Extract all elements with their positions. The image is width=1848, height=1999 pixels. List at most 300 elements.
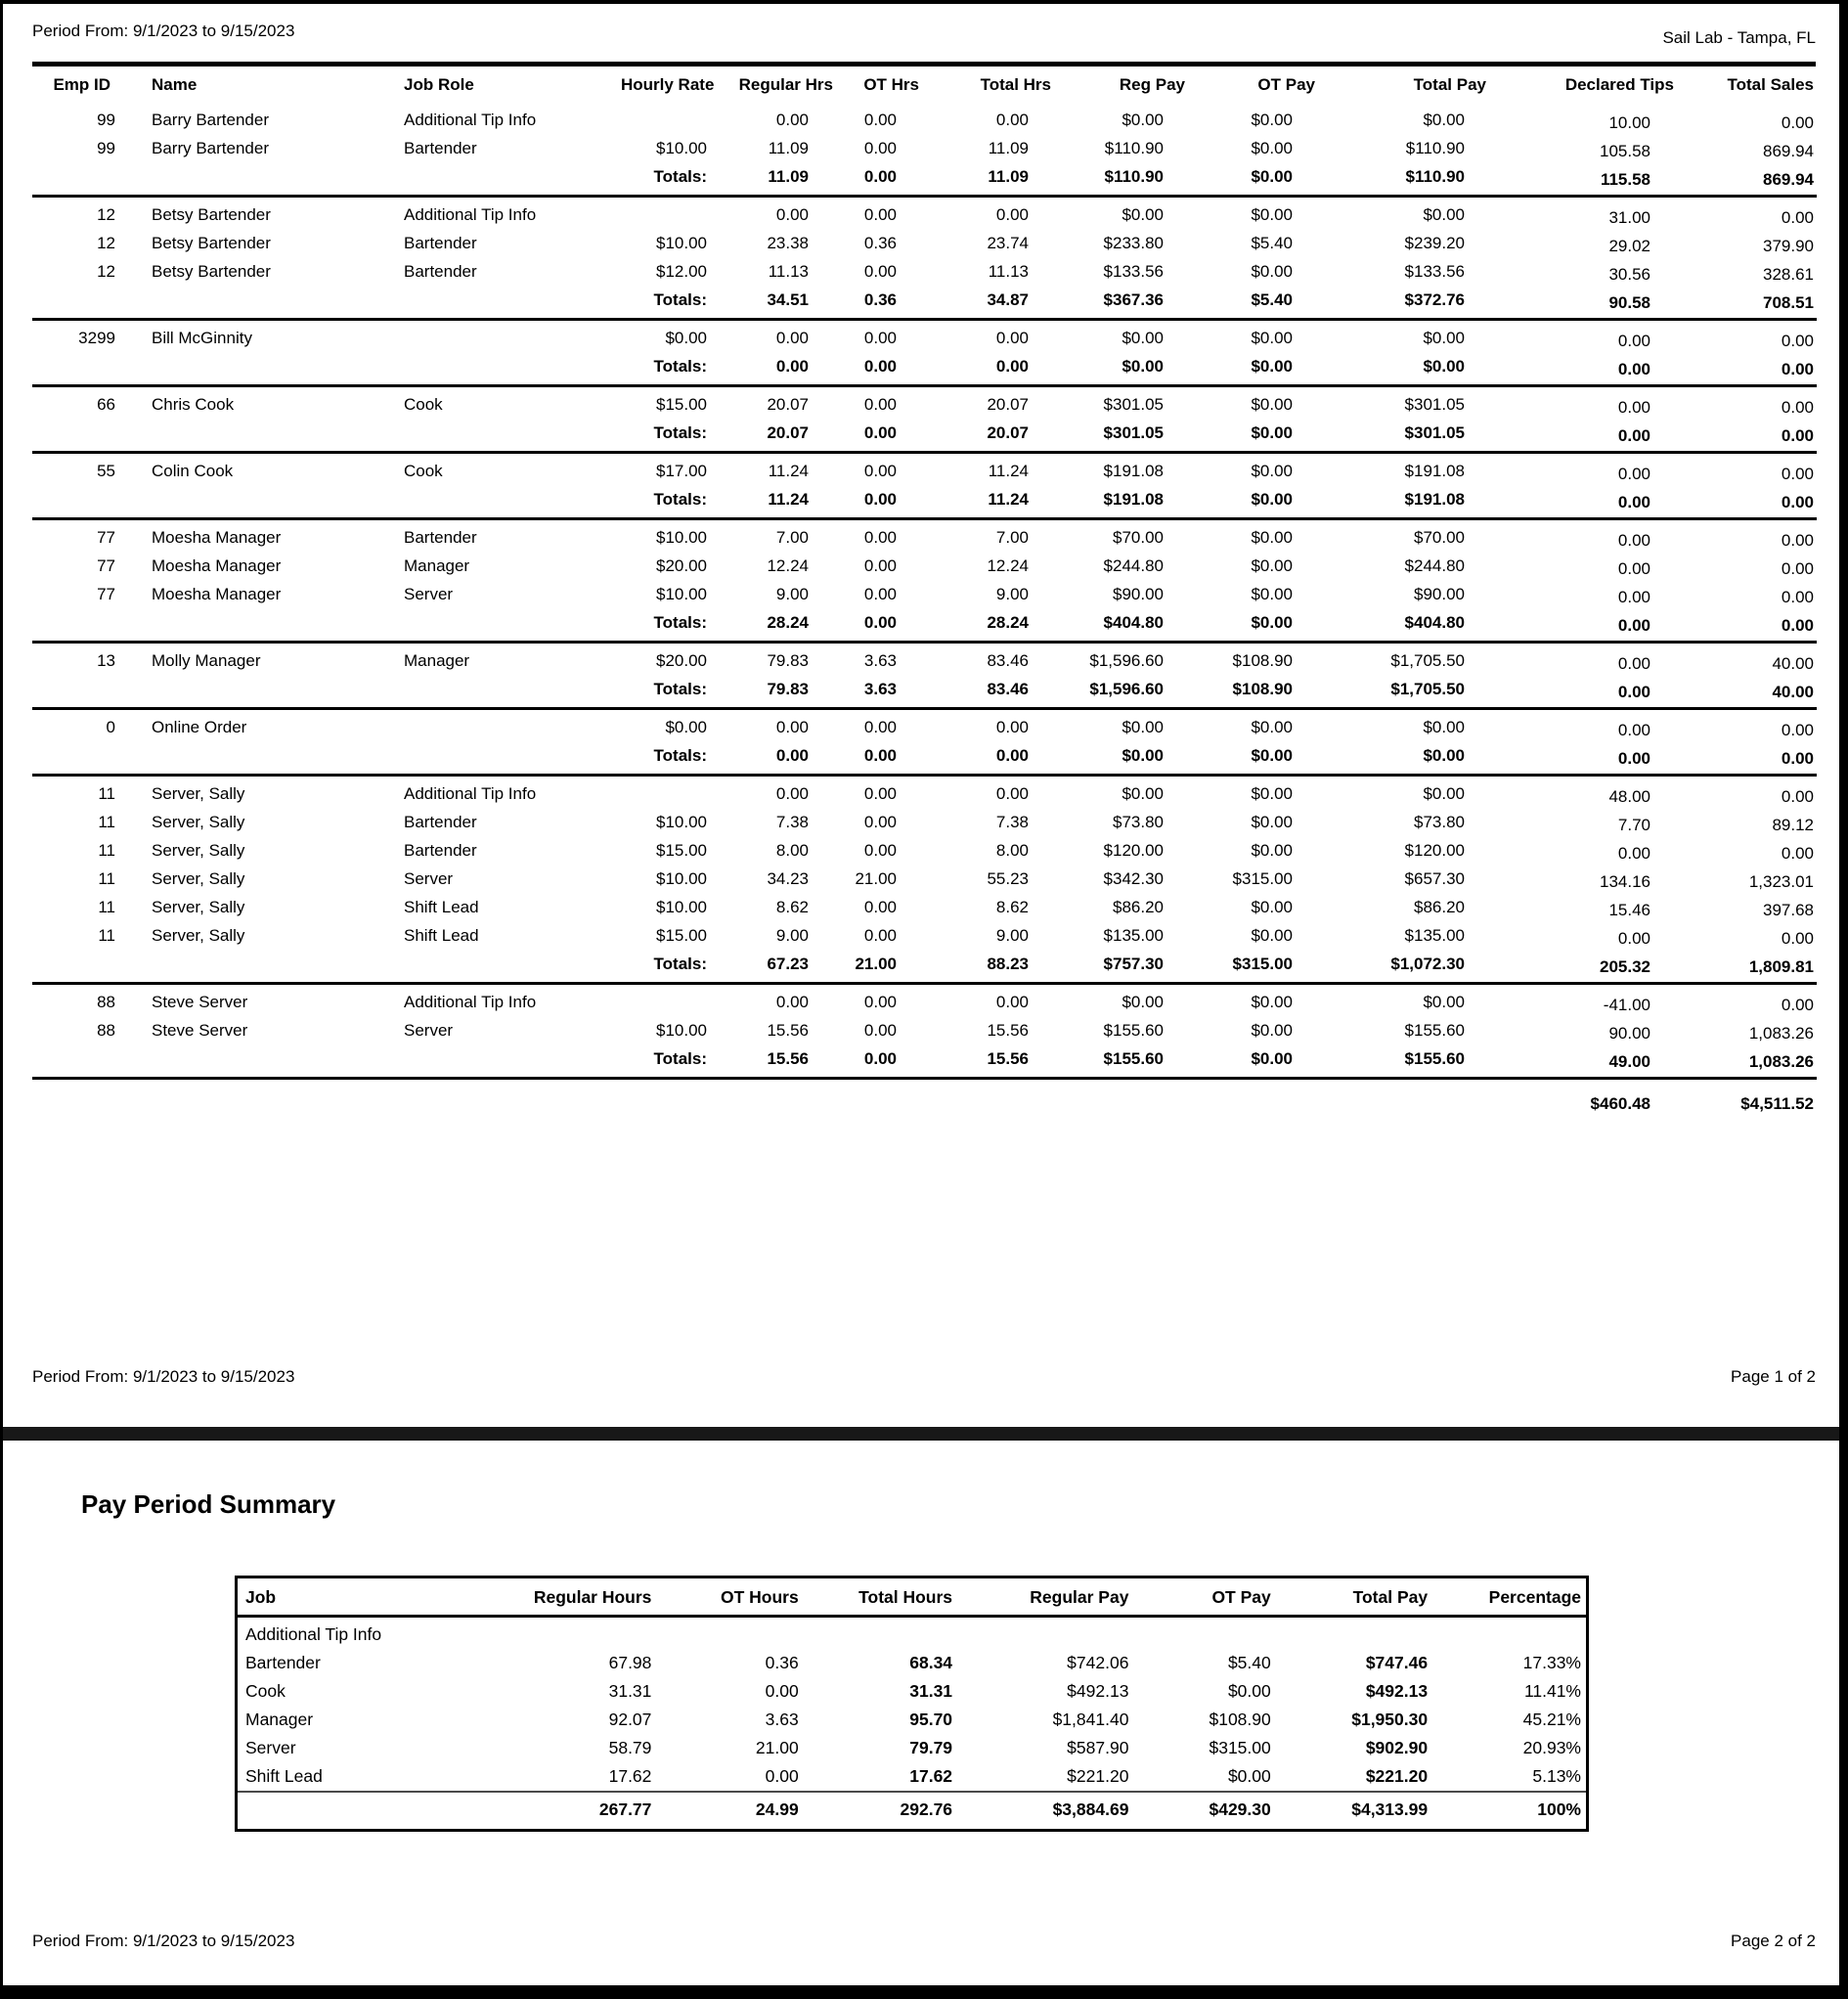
cell-dtips: 29.02: [1608, 237, 1650, 255]
cell-name: Moesha Manager: [152, 528, 282, 547]
group-totals-row: [32, 675, 1817, 709]
cell-empid: [32, 1079, 130, 1116]
cell-empid: 77: [97, 528, 115, 547]
col-header-rate: Hourly Rate: [621, 75, 715, 94]
cell-totpay: $372.76: [1404, 290, 1465, 309]
summary-cell-job: Bartender: [245, 1653, 321, 1672]
cell-name: Colin Cook: [152, 462, 234, 480]
cell-dtips: 0.00: [1617, 360, 1650, 378]
cell-role: Bartender: [404, 528, 477, 547]
cell-role: [386, 950, 621, 984]
cell-tsales: 708.51: [1763, 293, 1814, 312]
cell-empid: 11: [98, 869, 115, 888]
cell-regpay: $191.08: [1103, 490, 1164, 509]
summary-cell-total-hours: 17.62: [909, 1766, 953, 1786]
summary-cell-total-hours: 292.76: [803, 1792, 956, 1831]
cell-tothrs: 11.09: [988, 139, 1029, 157]
cell-reghrs: 0.00: [775, 746, 809, 765]
cell-role: Server: [404, 869, 454, 888]
cell-dtips: 30.56: [1608, 265, 1650, 284]
cell-tsales: $4,511.52: [1740, 1094, 1814, 1113]
cell-totpay: $133.56: [1404, 262, 1465, 281]
employee-group: [32, 197, 1817, 320]
cell-tsales: 0.00: [1781, 113, 1814, 132]
cell-empid: 99: [97, 111, 115, 129]
summary-cell-total-pay: $902.90: [1365, 1738, 1429, 1757]
cell-rate: $15.00: [656, 395, 707, 414]
cell-tothrs: 20.07: [987, 395, 1029, 414]
summary-col-header-job: Job: [237, 1577, 490, 1617]
cell-reghrs: 15.56: [767, 1049, 809, 1068]
detail-row: [32, 453, 1817, 486]
cell-dtips: 0.00: [1617, 332, 1650, 350]
cell-role: [386, 709, 621, 742]
summary-cell-regular-hours: 17.62: [608, 1766, 652, 1786]
cell-dtips: 48.00: [1608, 787, 1650, 806]
cell-otpay: $0.00: [1251, 613, 1293, 632]
cell-othrs: 0.00: [863, 111, 897, 129]
cell-tothrs: 11.24: [988, 490, 1029, 509]
cell-role: Server: [404, 1021, 454, 1040]
cell-empid: [32, 675, 130, 709]
cell-name: [130, 162, 386, 197]
cell-reghrs: 0.00: [775, 205, 809, 224]
cell-empid: [32, 950, 130, 984]
cell-empid: 11: [98, 841, 115, 860]
cell-othrs: 0.00: [863, 926, 897, 945]
cell-tothrs: 15.56: [987, 1021, 1029, 1040]
cell-othrs: 0.00: [863, 613, 897, 632]
cell-tothrs: 11.24: [988, 462, 1029, 480]
summary-row: [237, 1649, 1588, 1677]
summary-cell-total-pay: $1,950.30: [1351, 1710, 1429, 1729]
summary-cell-ot-hours: 24.99: [655, 1792, 802, 1831]
cell-name: Server, Sally: [152, 869, 245, 888]
cell-tothrs: 7.00: [995, 528, 1029, 547]
cell-tothrs: 28.24: [987, 613, 1029, 632]
summary-cell-regular-pay: $742.06: [1067, 1653, 1129, 1672]
cell-regpay: $0.00: [1122, 784, 1164, 803]
cell-tothrs: 83.46: [987, 651, 1029, 670]
summary-table-body: [237, 1617, 1588, 1831]
summary-cell-ot-pay: $5.40: [1227, 1653, 1271, 1672]
detail-row: [32, 197, 1817, 230]
summary-col-header-percentage: Percentage: [1431, 1577, 1587, 1617]
cell-empid: 11: [98, 926, 115, 945]
cell-othrs: 0.00: [863, 423, 897, 442]
cell-reghrs: 20.07: [767, 423, 809, 442]
cell-rate: $15.00: [656, 841, 707, 860]
detail-row: [32, 134, 1817, 162]
cell-tsales: 40.00: [1772, 654, 1814, 673]
cell-othrs: 3.63: [863, 680, 897, 698]
cell-totpay: $301.05: [1404, 423, 1465, 442]
grand-totals-row: [32, 1079, 1817, 1116]
footer-period-label: Period From: 9/1/2023 to 9/15/2023: [32, 1367, 295, 1386]
cell-reghrs: 7.00: [775, 528, 809, 547]
summary-cell-job: Server: [245, 1738, 296, 1757]
cell-role: Bartender: [404, 234, 477, 252]
cell-empid: 12: [97, 262, 115, 281]
footer-period-label: Period From: 9/1/2023 to 9/15/2023: [32, 1932, 295, 1950]
summary-row: [237, 1734, 1588, 1762]
cell-regpay: $70.00: [1113, 528, 1164, 547]
cell-otpay: $0.00: [1251, 490, 1293, 509]
detail-row: [32, 893, 1817, 921]
cell-rate: $10.00: [656, 585, 707, 603]
cell-otpay: $0.00: [1251, 746, 1293, 765]
cell-rate: [621, 776, 711, 809]
cell-rate: $10.00: [656, 813, 707, 831]
cell-role: Bartender: [404, 841, 477, 860]
cell-dtips: 0.00: [1617, 465, 1650, 483]
summary-cell-total-hours: 31.31: [909, 1681, 953, 1701]
group-totals-row: [32, 608, 1817, 643]
cell-othrs: 0.00: [863, 528, 897, 547]
cell-regpay: $155.60: [1103, 1049, 1164, 1068]
cell-name: Moesha Manager: [152, 556, 282, 575]
cell-reghrs: 0.00: [775, 111, 809, 129]
summary-cell-percentage: 11.41%: [1523, 1681, 1581, 1701]
cell-tsales: 1,809.81: [1748, 957, 1814, 976]
cell-othrs: 0.00: [863, 1021, 897, 1040]
period-label: Period From: 9/1/2023 to 9/15/2023: [32, 22, 295, 40]
cell-empid: [32, 1044, 130, 1079]
cell-name: Molly Manager: [152, 651, 261, 670]
summary-cell-ot-hours: 0.00: [765, 1681, 799, 1701]
cell-reghrs: 0.00: [775, 329, 809, 347]
page-2: [3, 1441, 1839, 1985]
cell-name: Server, Sally: [152, 841, 245, 860]
col-header-dtips: Declared Tips: [1564, 75, 1674, 94]
detail-row: [32, 320, 1817, 353]
cell-rate: $10.00: [656, 898, 707, 916]
col-header-role: Job Role: [404, 75, 474, 94]
cell-dtips: $460.48: [1590, 1094, 1650, 1113]
cell-role: Cook: [404, 462, 443, 480]
cell-dtips: 0.00: [1617, 531, 1650, 550]
cell-name: [130, 286, 386, 320]
summary-cell-regular-hours: 67.98: [608, 1653, 652, 1672]
detail-row: [32, 580, 1817, 608]
cell-regpay: $404.80: [1103, 613, 1164, 632]
cell-rate: $10.00: [656, 869, 707, 888]
cell-reghrs: 34.23: [767, 869, 809, 888]
page1-header: [3, 4, 1839, 48]
summary-col-header-ot-pay: OT Pay: [1132, 1577, 1274, 1617]
cell-regpay: $0.00: [1122, 993, 1164, 1011]
cell-totpay: $0.00: [1423, 746, 1465, 765]
cell-role: Bartender: [404, 262, 477, 281]
cell-tothrs: 0.00: [995, 993, 1029, 1011]
cell-role: Additional Tip Info: [404, 784, 537, 803]
cell-reghrs: 23.38: [767, 234, 809, 252]
cell-role: [386, 352, 621, 386]
cell-reghrs: 79.83: [767, 651, 809, 670]
cell-dtips: 90.58: [1608, 293, 1650, 312]
cell-role: Bartender: [404, 139, 477, 157]
cell-dtips: 0.00: [1617, 493, 1650, 511]
col-header-reghrs: Regular Hrs: [738, 75, 833, 94]
summary-cell-regular-hours: 58.79: [608, 1738, 652, 1757]
summary-cell-job: Cook: [245, 1681, 286, 1701]
cell-otpay: $5.40: [1251, 290, 1293, 309]
cell-tothrs: 55.23: [987, 869, 1029, 888]
cell-tsales: 0.00: [1781, 588, 1814, 606]
cell-name: Server, Sally: [152, 926, 245, 945]
cell-tothrs: 0.00: [995, 718, 1029, 736]
cell-tsales: 0.00: [1781, 398, 1814, 417]
summary-cell-ot-hours: [655, 1617, 802, 1650]
cell-tsales: 0.00: [1781, 208, 1814, 227]
cell-tothrs: 0.00: [995, 205, 1029, 224]
cell-name: Barry Bartender: [152, 139, 269, 157]
col-header-otpay: OT Pay: [1257, 75, 1315, 94]
cell-role: [386, 320, 621, 353]
col-header-regpay: Reg Pay: [1119, 75, 1185, 94]
cell-empid: 55: [97, 462, 115, 480]
summary-cell-regular-hours: [489, 1617, 655, 1650]
cell-tsales: 0.00: [1781, 844, 1814, 863]
cell-totpay: $0.00: [1423, 111, 1465, 129]
cell-rate: [621, 984, 711, 1017]
cell-name: [130, 950, 386, 984]
cell-role: Shift Lead: [404, 898, 479, 916]
cell-regpay: $244.80: [1103, 556, 1164, 575]
cell-name: Chris Cook: [152, 395, 235, 414]
cell-name: Server, Sally: [152, 784, 245, 803]
detail-row: [32, 921, 1817, 950]
summary-cell-total-hours: [803, 1617, 956, 1650]
totals-label: Totals:: [653, 955, 707, 973]
summary-cell-regular-hours: 92.07: [608, 1710, 652, 1729]
cell-tsales: 0.00: [1781, 749, 1814, 768]
cell-dtips: 0.00: [1617, 616, 1650, 635]
cell-reghrs: 20.07: [767, 395, 809, 414]
cell-totpay: $657.30: [1404, 869, 1465, 888]
cell-tsales: 0.00: [1781, 559, 1814, 578]
cell-otpay: $0.00: [1251, 111, 1293, 129]
cell-tsales: 1,083.26: [1748, 1024, 1814, 1043]
cell-role: [386, 485, 621, 519]
cell-empid: [32, 485, 130, 519]
cell-regpay: $301.05: [1103, 423, 1164, 442]
cell-totpay: $0.00: [1423, 784, 1465, 803]
cell-regpay: $0.00: [1122, 205, 1164, 224]
cell-otpay: $0.00: [1251, 926, 1293, 945]
employee-group: [32, 776, 1817, 984]
cell-name: [130, 1079, 386, 1116]
cell-othrs: 0.00: [863, 718, 897, 736]
cell-otpay: $0.00: [1251, 167, 1293, 186]
cell-tsales: 0.00: [1781, 929, 1814, 948]
cell-name: Betsy Bartender: [152, 205, 271, 224]
cell-name: [130, 741, 386, 776]
cell-tsales: 869.94: [1763, 142, 1814, 160]
detail-row: [32, 776, 1817, 809]
cell-otpay: $0.00: [1251, 262, 1293, 281]
cell-tsales: 40.00: [1772, 683, 1814, 701]
cell-dtips: 0.00: [1617, 749, 1650, 768]
cell-othrs: 0.00: [863, 329, 897, 347]
totals-label: Totals:: [653, 613, 707, 632]
cell-tothrs: 0.00: [995, 329, 1029, 347]
cell-otpay: $108.90: [1232, 680, 1293, 698]
cell-dtips: 90.00: [1608, 1024, 1650, 1043]
cell-role: [386, 286, 621, 320]
grand-totals: [32, 1079, 1817, 1116]
employee-group: [32, 519, 1817, 643]
cell-reghrs: 11.24: [768, 462, 809, 480]
cell-dtips: 31.00: [1608, 208, 1650, 227]
cell-othrs: 0.00: [863, 993, 897, 1011]
cell-dtips: 115.58: [1600, 170, 1650, 189]
cell-tsales: 397.68: [1763, 901, 1814, 919]
page2-footer: [32, 1932, 1816, 1951]
cell-empid: 77: [97, 585, 115, 603]
cell-regpay: $0.00: [1122, 357, 1164, 376]
cell-otpay: $0.00: [1251, 462, 1293, 480]
cell-dtips: 0.00: [1617, 654, 1650, 673]
summary-cell-job: Shift Lead: [245, 1766, 323, 1786]
cell-othrs: 0.00: [863, 462, 897, 480]
summary-cell-regular-hours: 31.31: [608, 1681, 652, 1701]
cell-totpay: $120.00: [1404, 841, 1465, 860]
cell-regpay: $73.80: [1113, 813, 1164, 831]
summary-cell-total-pay: $4,313.99: [1275, 1792, 1431, 1831]
cell-role: Additional Tip Info: [404, 205, 537, 224]
totals-label: Totals:: [653, 490, 707, 509]
detail-row: [32, 865, 1817, 893]
cell-regpay: $110.90: [1104, 167, 1164, 186]
cell-tsales: 0.00: [1781, 996, 1814, 1014]
summary-cell-regular-hours: 267.77: [489, 1792, 655, 1831]
group-totals-row: [32, 485, 1817, 519]
cell-othrs: 0.00: [863, 898, 897, 916]
cell-empid: [32, 286, 130, 320]
col-header-totpay: Total Pay: [1413, 75, 1486, 94]
cell-totpay: $1,072.30: [1390, 955, 1465, 973]
group-totals-row: [32, 950, 1817, 984]
cell-role: [386, 1044, 621, 1079]
cell-rate: [621, 197, 711, 230]
cell-tsales: 0.00: [1781, 616, 1814, 635]
cell-tsales: 0.00: [1781, 426, 1814, 445]
cell-othrs: 0.00: [863, 139, 897, 157]
cell-dtips: 134.16: [1600, 872, 1650, 891]
cell-totpay: $1,705.50: [1390, 651, 1465, 670]
cell-reghrs: 0.00: [775, 357, 809, 376]
cell-otpay: $0.00: [1251, 1049, 1293, 1068]
cell-regpay: $110.90: [1104, 139, 1164, 157]
cell-reghrs: 0.00: [775, 993, 809, 1011]
cell-totpay: $0.00: [1423, 329, 1465, 347]
detail-row: [32, 519, 1817, 553]
summary-cell-total-hours: 95.70: [909, 1710, 953, 1729]
cell-tothrs: 11.09: [988, 167, 1029, 186]
cell-othrs: 0.00: [863, 585, 897, 603]
cell-totpay: $155.60: [1404, 1049, 1465, 1068]
cell-name: Online Order: [152, 718, 247, 736]
summary-table-header: [237, 1577, 1588, 1617]
detail-row: [32, 643, 1817, 676]
summary-row: [237, 1677, 1588, 1706]
summary-cell-job: Additional Tip Info: [245, 1624, 382, 1644]
cell-totpay: $404.80: [1404, 613, 1465, 632]
summary-cell-job: [237, 1792, 490, 1831]
cell-otpay: $0.00: [1251, 585, 1293, 603]
cell-regpay: $135.00: [1103, 926, 1164, 945]
cell-dtips: 0.00: [1617, 559, 1650, 578]
detail-row: [32, 386, 1817, 420]
cell-totpay: $1,705.50: [1390, 680, 1465, 698]
cell-empid: 88: [97, 993, 115, 1011]
cell-reghrs: 11.09: [768, 139, 809, 157]
cell-name: Steve Server: [152, 993, 248, 1011]
cell-rate: $0.00: [665, 329, 707, 347]
cell-othrs: 0.00: [863, 556, 897, 575]
cell-totpay: $110.90: [1405, 167, 1465, 186]
cell-regpay: $233.80: [1103, 234, 1164, 252]
cell-name: Betsy Bartender: [152, 234, 271, 252]
cell-name: Steve Server: [152, 1021, 248, 1040]
cell-empid: 88: [97, 1021, 115, 1040]
cell-reghrs: 8.00: [775, 841, 809, 860]
cell-tothrs: [926, 1079, 1058, 1116]
summary-col-header-ot-hours: OT Hours: [655, 1577, 802, 1617]
cell-tothrs: 8.62: [995, 898, 1029, 916]
cell-regpay: $342.30: [1103, 869, 1164, 888]
cell-regpay: $86.20: [1113, 898, 1164, 916]
cell-othrs: 0.00: [863, 1049, 897, 1068]
cell-totpay: $244.80: [1404, 556, 1465, 575]
cell-rate: $20.00: [656, 651, 707, 670]
summary-cell-regular-pay: $3,884.69: [956, 1792, 1132, 1831]
cell-totpay: $155.60: [1404, 1021, 1465, 1040]
cell-regpay: $133.56: [1103, 262, 1164, 281]
cell-tothrs: 88.23: [987, 955, 1029, 973]
cell-name: [130, 352, 386, 386]
cell-totpay: $90.00: [1414, 585, 1465, 603]
cell-tsales: 0.00: [1781, 465, 1814, 483]
cell-otpay: [1190, 1079, 1319, 1116]
employee-group: [32, 320, 1817, 386]
summary-cell-percentage: [1431, 1617, 1587, 1650]
cell-regpay: $0.00: [1122, 329, 1164, 347]
employee-group: [32, 643, 1817, 709]
cell-reghrs: 12.24: [767, 556, 809, 575]
summary-col-header-total-hours: Total Hours: [803, 1577, 956, 1617]
summary-cell-job: Manager: [245, 1710, 314, 1729]
summary-cell-total-hours: 79.79: [909, 1738, 953, 1757]
cell-regpay: $191.08: [1103, 462, 1164, 480]
cell-tsales: 869.94: [1763, 170, 1814, 189]
cell-regpay: $0.00: [1122, 111, 1164, 129]
header-rule: [32, 62, 1816, 67]
page-separator-band: [3, 1427, 1839, 1441]
cell-rate: $12.00: [656, 262, 707, 281]
cell-empid: 0: [106, 718, 115, 736]
cell-othrs: 0.00: [863, 262, 897, 281]
cell-otpay: $0.00: [1251, 784, 1293, 803]
cell-name: Betsy Bartender: [152, 262, 271, 281]
cell-reghrs: 11.24: [768, 490, 809, 509]
cell-dtips: 0.00: [1617, 426, 1650, 445]
cell-totpay: $0.00: [1423, 993, 1465, 1011]
cell-tsales: 379.90: [1763, 237, 1814, 255]
summary-row: [237, 1762, 1588, 1792]
cell-totpay: $73.80: [1414, 813, 1465, 831]
